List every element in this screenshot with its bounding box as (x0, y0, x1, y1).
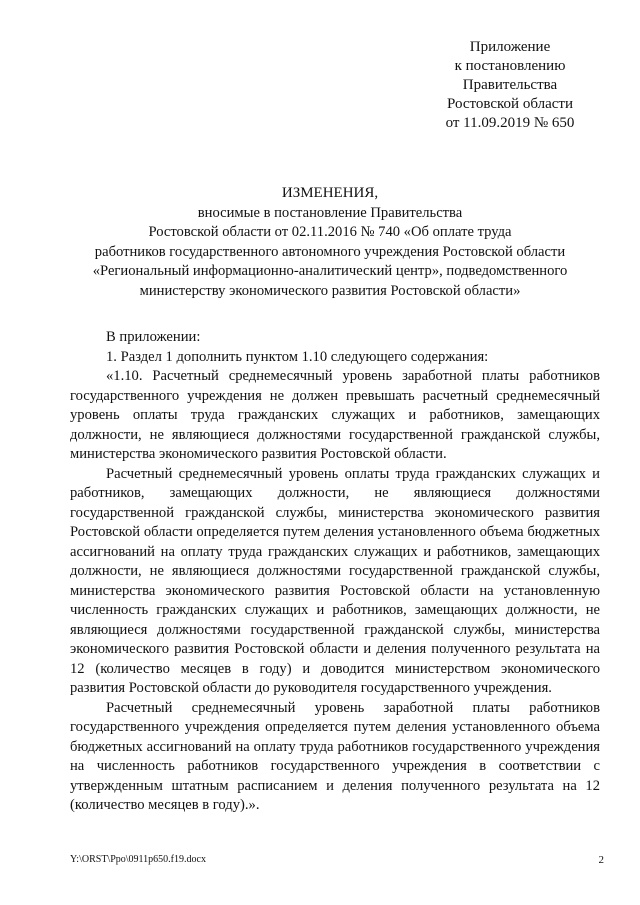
heading-line-1: вносимые в постановление Правительства (197, 204, 463, 221)
paragraph-item-1: 1. Раздел 1 дополнить пунктом 1.10 следующего содержания: (106, 348, 489, 365)
document-body (70, 328, 600, 816)
heading-line-3: работников государственного автономного учреждения Ростовской области (94, 243, 566, 260)
paragraph-civil-servants-level: Расчетный среднемесячный уровень оплаты труда гражданских служащих и работников, замещающих должности, не являющиеся должностями государственной гражданской службы, министерства экономического развития Ростовской области определяется путем деления установленного объема бюджетных ассигнований на оплату труда гражданских служащих и работников, замещающих должности, не являющиеся должностями государственной гражданской службы, министерства экономического развития Ростовской области на установленную численность гражданских служащих и работников, замещающих должности, не являющиеся должностями государственной гражданской службы, министерства экономического развития Ростовской области и деления полученного результата на 12 (количество месяцев в году) и доводится министерством экономического развития Ростовской области до руководителя государственного учреждения. (70, 465, 600, 696)
heading-title: ИЗМЕНЕНИЯ, (281, 185, 379, 201)
heading-line-2: Ростовской области от 02.11.2016 № 740 «Об оплате труда (148, 224, 512, 240)
appendix-line-3: Правительства (462, 77, 558, 93)
appendix-line-1: Приложение (469, 39, 551, 55)
footer-file-path: Y:\ORST\Ppo\0911p650.f19.docx (70, 854, 206, 865)
heading-line-5: министерству экономического развития Ростовской области» (139, 282, 521, 299)
appendix-line-5: от 11.09.2019 № 650 (445, 115, 575, 131)
paragraph-1-10: «1.10. Расчетный среднемесячный уровень заработной платы работников государственного учреждения не должен превышать расчетный среднемесячный уровень оплаты труда гражданских служащих и работников, замещающих должности, не являющиеся должностями государственной гражданской службы, министерства экономического развития Ростовской области. (70, 368, 600, 462)
appendix-block (400, 38, 620, 133)
appendix-line-4: Ростовской области (447, 96, 573, 112)
paragraph-institution-level: Расчетный среднемесячный уровень заработной платы работников государственного учреждения определяется путем деления установленного объема бюджетных ассигнований на оплату труда работников государственного учреждения на численность работников государственного учреждения в соответствии с утвержденным штатным расписанием и деления полученного результата на 12 (количество месяцев в году).». (70, 699, 600, 813)
page-number: 2 (598, 854, 604, 866)
document-heading (60, 184, 600, 301)
paragraph-intro: В приложении: (106, 329, 201, 345)
heading-line-4: «Региональный информационно-аналитический центр», подведомственного (92, 263, 568, 279)
appendix-line-2: к постановлению (454, 58, 566, 74)
